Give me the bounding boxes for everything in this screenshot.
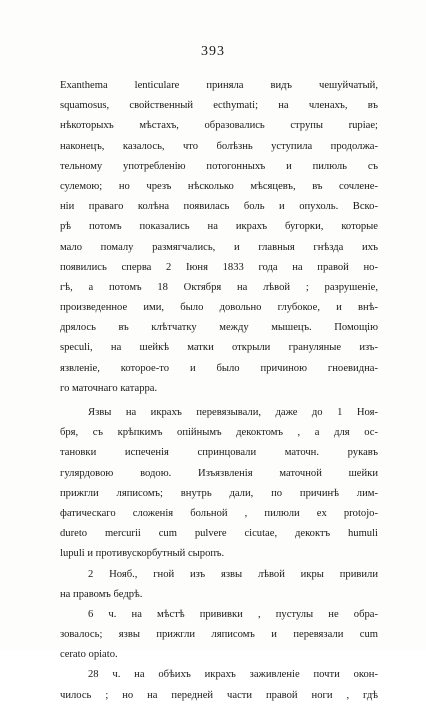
text-line: 6 ч. на мѣстѣ прививки , пустулы не обра- xyxy=(88,608,378,620)
text-line: 28 ч. на обѣихъ икрахъ заживленіе почти окон- xyxy=(88,669,378,681)
text-line: дрялось въ клѣтчатку между мышецъ. Помощію xyxy=(60,322,378,334)
text-line: бря, съ крѣпкимъ опійнымъ декоктомъ , а для ос- xyxy=(60,427,378,439)
text-line: lupuli и противускорбутный сыропъ. xyxy=(60,548,225,560)
page-number: 393 xyxy=(201,44,225,59)
text-line: squamosus, свойственный ecthymati; на членахъ, въ xyxy=(60,100,378,112)
text-line: ніи праваго колѣна появилась боль и опухоль. Вско- xyxy=(60,201,378,213)
text-line: dureto mercurii cum pulvere cicutae, декоктъ humuli xyxy=(60,528,378,540)
text-line: мало помалу размягчались, и главныя гнѣзда ихъ xyxy=(60,241,378,253)
text-line: гулярдовою водою. Изъязвленія маточной шейки xyxy=(60,467,378,479)
text-line: Язвы на икрахъ перевязывали, даже до 1 Ноя- xyxy=(88,407,378,418)
text-line: произведенное ими, было довольно глубокое, и внѣ- xyxy=(60,302,378,314)
text-line: нѣкоторыхъ мѣстахъ, образовались струпы rupiae; xyxy=(60,120,378,132)
text-line: появились сперва 2 Іюня 1833 года на правой но- xyxy=(60,261,378,273)
text-line: Exanthema lenticulare приняла видъ чешуйчатый, xyxy=(60,80,378,91)
text-line: speculi, на шейкѣ матки открыли грануляные изъ- xyxy=(60,342,378,354)
text-line: наконецъ, казалось, что болѣзнь уступила продолжа- xyxy=(60,140,378,152)
text-line: го маточнаго катарра. xyxy=(60,382,158,394)
text-line: зовалось; язвы прижгли ляписомъ и перевязали cum xyxy=(60,629,378,641)
text-line: 2 Нояб., гной изъ язвы лѣвой икры привили xyxy=(88,568,378,580)
text-line: гѣ, а потомъ 18 Октября на лѣвой ; разрушеніе, xyxy=(60,281,378,293)
text-line: чилось ; но на передней части правой ноги , гдѣ xyxy=(60,689,378,701)
text-line: фатическаго сложенія больной , пилюли ex protojo- xyxy=(60,507,378,519)
text-line: тельному употребленію потогонныхъ и пилюль съ xyxy=(60,160,378,172)
text-line: cerato opiato. xyxy=(60,649,118,661)
text-line: тановки испеченія спринцовали маточн. рукавъ xyxy=(60,447,378,459)
text-line: рѣ потомъ показались на икрахъ бугорки, которые xyxy=(60,221,378,233)
text-line: сулемою; но чрезъ нѣсколько мѣсяцевъ, въ сочлене- xyxy=(60,180,378,192)
text-line: язвленіе, которое-то и было причиною гноевидна- xyxy=(60,362,378,374)
text-line: прижгли ляписомъ; внутрь дали, по причинѣ лим- xyxy=(60,487,378,499)
text-line: на правомъ бедрѣ. xyxy=(60,588,143,600)
body-text xyxy=(60,76,378,706)
